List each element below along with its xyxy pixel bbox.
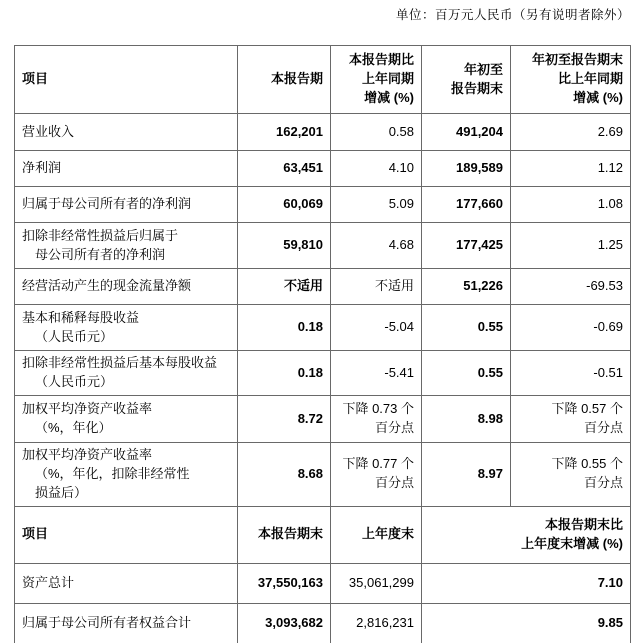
row-label: 基本和稀释每股收益 （人民币元） <box>15 305 238 351</box>
table1-header-row <box>15 46 631 114</box>
cell-yoy: -5.04 <box>331 305 422 351</box>
cell-ytd-yoy: -0.69 <box>511 305 631 351</box>
cell-yoy: 不适用 <box>331 269 422 305</box>
cell-ytd-yoy: -0.51 <box>511 351 631 396</box>
header-prev-year-end: 上年度末 <box>331 506 422 563</box>
header-period-change: 本报告期末比 上年度末增减 (%) <box>422 506 631 563</box>
cell-ytd: 8.98 <box>422 396 511 443</box>
header-item: 项目 <box>15 46 238 114</box>
cell-ytd-yoy: 下降 0.57 个 百分点 <box>511 396 631 443</box>
cell-period-end: 3,093,682 <box>238 603 331 643</box>
cell-current: 60,069 <box>238 187 331 223</box>
row-label: 扣除非经常性损益后归属于 母公司所有者的净利润 <box>15 223 238 269</box>
cell-ytd: 0.55 <box>422 305 511 351</box>
cell-yoy: 4.68 <box>331 223 422 269</box>
row-label: 加权平均净资产收益率 （%，年化） <box>15 396 238 443</box>
header-yoy-change: 本报告期比 上年同期 增减 (%) <box>331 46 422 114</box>
cell-current: 8.68 <box>238 443 331 507</box>
cell-yoy: 0.58 <box>331 114 422 151</box>
cell-ytd-yoy: 1.25 <box>511 223 631 269</box>
cell-ytd-yoy: 2.69 <box>511 114 631 151</box>
cell-yoy: 下降 0.77 个 百分点 <box>331 443 422 507</box>
cell-ytd: 8.97 <box>422 443 511 507</box>
table-row <box>15 603 631 643</box>
cell-ytd-yoy: -69.53 <box>511 269 631 305</box>
unit-note: 单位：百万元人民币（另有说明者除外） <box>395 8 630 22</box>
row-label: 资产总计 <box>15 563 238 603</box>
row-label: 归属于母公司所有者权益合计 <box>15 603 238 643</box>
cell-yoy: 5.09 <box>331 187 422 223</box>
table-row <box>15 151 631 187</box>
header-current-period: 本报告期 <box>238 46 331 114</box>
header-ytd-yoy-change: 年初至报告期末 比上年同期 增减 (%) <box>511 46 631 114</box>
financial-summary-table <box>14 45 631 643</box>
row-label: 营业收入 <box>15 114 238 151</box>
cell-yoy: 下降 0.73 个 百分点 <box>331 396 422 443</box>
table-row <box>15 223 631 269</box>
table-row <box>15 396 631 443</box>
cell-period-end: 37,550,163 <box>238 563 331 603</box>
cell-yoy: -5.41 <box>331 351 422 396</box>
cell-current: 不适用 <box>238 269 331 305</box>
cell-ytd: 0.55 <box>422 351 511 396</box>
row-label: 扣除非经常性损益后基本每股收益 （人民币元） <box>15 351 238 396</box>
cell-ytd: 189,589 <box>422 151 511 187</box>
cell-current: 162,201 <box>238 114 331 151</box>
cell-current: 0.18 <box>238 351 331 396</box>
table-row <box>15 563 631 603</box>
cell-current: 59,810 <box>238 223 331 269</box>
cell-current: 8.72 <box>238 396 331 443</box>
table-row <box>15 114 631 151</box>
cell-ytd-yoy: 下降 0.55 个 百分点 <box>511 443 631 507</box>
cell-ytd: 177,425 <box>422 223 511 269</box>
table-row <box>15 187 631 223</box>
cell-ytd: 177,660 <box>422 187 511 223</box>
row-label: 加权平均净资产收益率 （%，年化，扣除非经常性 损益后） <box>15 443 238 507</box>
cell-current: 63,451 <box>238 151 331 187</box>
cell-ytd-yoy: 1.08 <box>511 187 631 223</box>
row-label: 归属于母公司所有者的净利润 <box>15 187 238 223</box>
cell-ytd-yoy: 1.12 <box>511 151 631 187</box>
cell-prev-year-end: 35,061,299 <box>331 563 422 603</box>
cell-ytd: 491,204 <box>422 114 511 151</box>
cell-ytd: 51,226 <box>422 269 511 305</box>
cell-period-change: 9.85 <box>422 603 631 643</box>
row-label: 经营活动产生的现金流量净额 <box>15 269 238 305</box>
cell-current: 0.18 <box>238 305 331 351</box>
cell-yoy: 4.10 <box>331 151 422 187</box>
row-label: 净利润 <box>15 151 238 187</box>
table2-header-row <box>15 506 631 563</box>
header-period-end: 本报告期末 <box>238 506 331 563</box>
table-row <box>15 269 631 305</box>
header-ytd: 年初至 报告期末 <box>422 46 511 114</box>
table-row <box>15 443 631 507</box>
table-row <box>15 305 631 351</box>
header-item-2: 项目 <box>15 506 238 563</box>
cell-prev-year-end: 2,816,231 <box>331 603 422 643</box>
cell-period-change: 7.10 <box>422 563 631 603</box>
table-row <box>15 351 631 396</box>
